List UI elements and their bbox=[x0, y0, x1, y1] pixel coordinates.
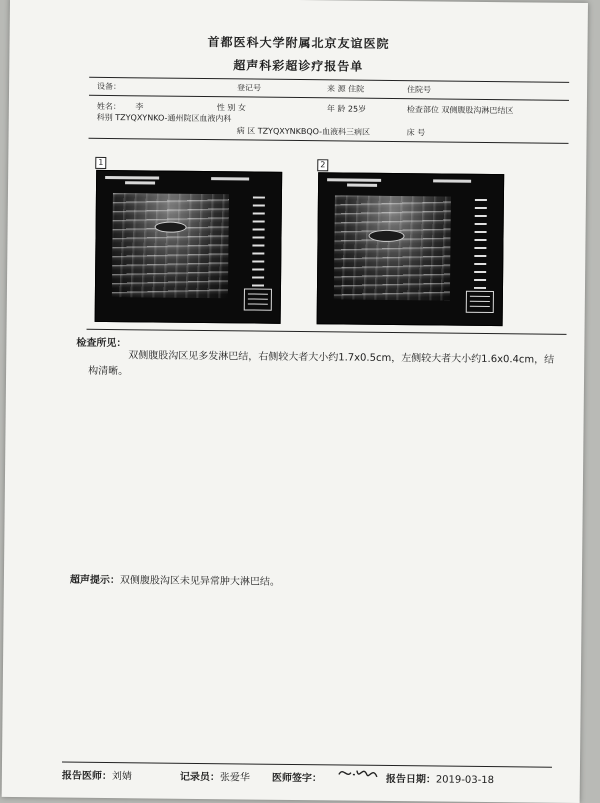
bed-label: 床 号 bbox=[406, 128, 426, 138]
ward-field bbox=[237, 125, 371, 137]
device-label: 设备： bbox=[97, 81, 122, 92]
recorder bbox=[180, 768, 250, 784]
inpatient-label: 住院号 bbox=[407, 85, 432, 95]
age-label: 年 龄 bbox=[326, 104, 346, 114]
image-number-1: 1 bbox=[95, 157, 106, 169]
report-title: 超声科彩超诊疗报告单 bbox=[233, 58, 364, 74]
report-sheet bbox=[2, 0, 588, 803]
ultrasound-scan-area bbox=[334, 195, 451, 300]
name-value: 李 bbox=[135, 102, 144, 112]
ultrasound-scan-area bbox=[112, 193, 229, 298]
findings-body: 双侧腹股沟区见多发淋巴结，右侧较大者大小约1.7x0.5cm，左侧较大者大小约1.6x0.4cm，结构清晰。 bbox=[88, 350, 555, 378]
ultrasound-image-2 bbox=[317, 160, 505, 326]
bed-field bbox=[407, 127, 426, 138]
register-label: 登记号 bbox=[237, 83, 262, 93]
image-number-2: 2 bbox=[317, 159, 328, 171]
ward-label: 病 区 bbox=[236, 126, 256, 136]
name-label: 姓名： bbox=[96, 101, 121, 112]
exam-site-label: 检查部位 bbox=[406, 105, 439, 115]
ultrasound-image-1 bbox=[95, 157, 283, 324]
exam-site-field bbox=[407, 104, 514, 116]
depth-scale bbox=[252, 197, 265, 287]
impression-text: 双侧腹股沟区未见异常肿大淋巴结。 bbox=[119, 575, 280, 588]
impression bbox=[70, 571, 280, 588]
inpatient-field bbox=[407, 84, 431, 95]
department-label: 科别 bbox=[96, 112, 113, 123]
ward-value: TZYQXYNKBQO-血液科三病区 bbox=[257, 126, 371, 137]
age-value: 25岁 bbox=[347, 104, 367, 114]
findings-text bbox=[88, 348, 558, 385]
header-divider bbox=[89, 77, 569, 83]
gender-field bbox=[217, 102, 246, 113]
recorder-label: 记录员： bbox=[179, 771, 220, 784]
exam-site-value: 双侧腹股沟淋巴结区 bbox=[441, 105, 514, 116]
info-divider bbox=[89, 95, 569, 101]
measurement-box bbox=[244, 288, 272, 310]
device-field bbox=[97, 81, 121, 92]
impression-label: 超声提示： bbox=[69, 574, 120, 587]
images-divider bbox=[87, 329, 567, 335]
report-date-label: 报告日期： bbox=[385, 773, 436, 786]
ultrasound-header-graphic bbox=[327, 178, 495, 190]
department-field bbox=[97, 112, 232, 124]
ultrasound-header-graphic bbox=[105, 176, 273, 188]
physician-signature-field bbox=[272, 769, 322, 785]
report-date-value: 2019-03-18 bbox=[435, 774, 495, 787]
measurement-box bbox=[466, 291, 494, 313]
signature-label: 医师签字： bbox=[271, 772, 322, 785]
handwritten-signature bbox=[337, 760, 381, 782]
info-bottom-divider bbox=[89, 138, 569, 144]
name-field bbox=[97, 101, 144, 112]
report-doctor bbox=[62, 767, 132, 783]
report-doctor-label: 报告医师： bbox=[61, 770, 112, 783]
source-label: 来 源 bbox=[327, 84, 346, 94]
footer-divider bbox=[62, 762, 552, 768]
report-doctor-value: 刘婧 bbox=[111, 771, 132, 783]
department-value: TZYQXYNKO-通州院区血液内科 bbox=[115, 113, 232, 124]
lymph-node-echo bbox=[368, 230, 404, 242]
report-date bbox=[386, 770, 494, 786]
gender-value: 女 bbox=[237, 103, 247, 113]
hospital-name: 首都医科大学附属北京友谊医院 bbox=[207, 35, 390, 51]
depth-scale bbox=[474, 199, 487, 289]
recorder-value: 张爱华 bbox=[219, 772, 250, 784]
lymph-node-echo bbox=[155, 222, 187, 233]
age-field bbox=[327, 103, 366, 114]
findings-label: 检查所见： bbox=[76, 337, 127, 350]
source-field bbox=[327, 83, 364, 94]
gender-label: 性 别 bbox=[216, 103, 236, 113]
register-field bbox=[237, 82, 261, 93]
source-value: 住院 bbox=[348, 84, 365, 94]
